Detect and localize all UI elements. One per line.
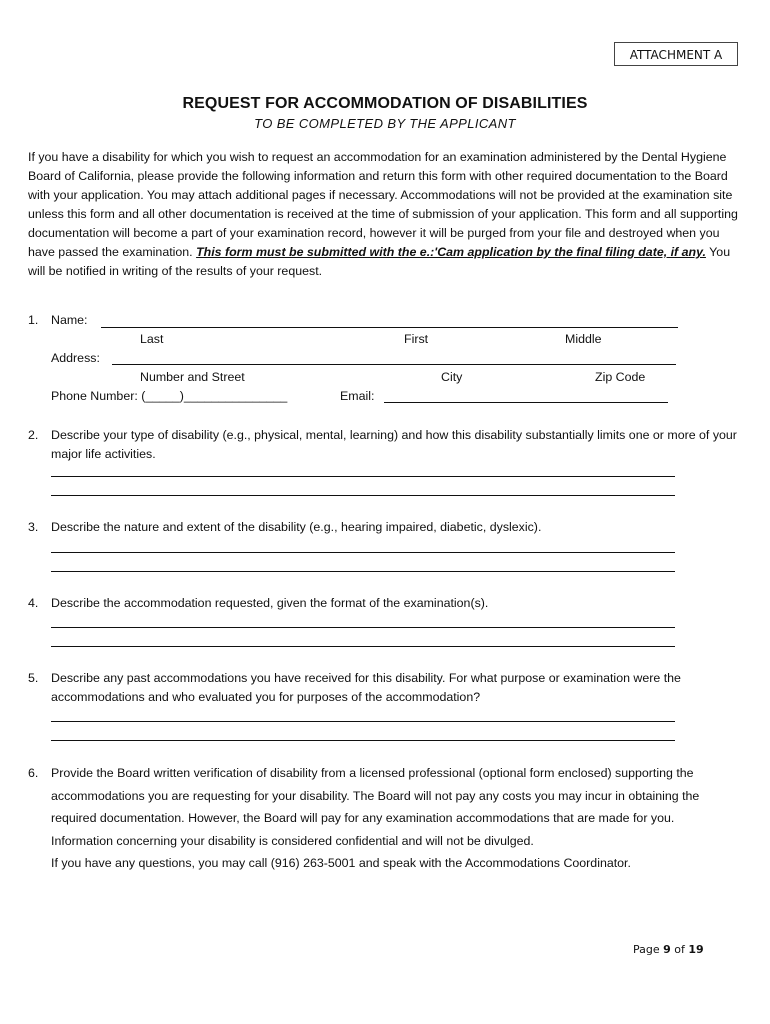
question-4: [28, 594, 740, 614]
question-text: Describe the accommodation requested, given the format of the examination(s).: [51, 596, 489, 610]
name-label: Name:: [51, 313, 88, 327]
verification-paragraph: [51, 762, 731, 875]
item-number-6: 6.: [28, 766, 39, 780]
intro-tail: You will be notified in writing of the results of your request.: [28, 245, 731, 278]
page-prefix: Page: [633, 943, 664, 956]
form-subtitle: TO BE COMPLETED BY THE APPLICANT: [254, 116, 516, 131]
contact-text: If you have any questions, you may call (916) 263-5001 and speak with the Accommodations Coordinator.: [51, 856, 631, 870]
question-number: 5.: [28, 671, 39, 685]
question-5: [28, 669, 740, 709]
answer-line[interactable]: [51, 721, 675, 722]
middle-name-label: Middle: [565, 332, 602, 346]
answer-line[interactable]: [51, 740, 675, 741]
question-3: [28, 518, 740, 538]
page-total: 19: [688, 943, 704, 956]
answer-line[interactable]: [51, 646, 675, 647]
answer-line[interactable]: [51, 571, 675, 572]
phone-number-field[interactable]: Phone Number: (_____)_______________: [51, 389, 288, 403]
answer-line[interactable]: [51, 627, 675, 628]
name-input-line[interactable]: [101, 327, 678, 328]
question-text: Describe the nature and extent of the disability (e.g., hearing impaired, diabetic, dyslexic).: [51, 520, 542, 534]
item-number-1: 1.: [28, 313, 39, 327]
answer-line[interactable]: [51, 495, 675, 496]
question-number: 2.: [28, 428, 39, 442]
page-current: 9: [663, 943, 671, 956]
street-label: Number and Street: [140, 370, 245, 384]
intro-paragraph: [28, 148, 740, 281]
zip-code-label: Zip Code: [595, 370, 646, 384]
intro-text: If you have a disability for which you wish to request an accommodation for an examination administered by the Dental Hygiene Board of California, please provide the following information and return this form with other required documentation to the Board with your application. You may attach additional pages if necessary. Accommodations will not be provided at the examination site unless this form and all other documentation is received at the time of submission of your application. This form and all supporting documentation will become a part of your examination record, however it will be purged from your file and destroyed when you have passed the examination.: [28, 150, 738, 259]
answer-line[interactable]: [51, 476, 675, 477]
intro-emphasis: This form must be submitted with the e.:'Cam application by the final filing date, if any.: [196, 245, 706, 259]
verification-text: Provide the Board written verification of disability from a licensed professional (optional form enclosed) supporting the accommodations you are requesting for your disability. The Board will not pay any costs you may incur in obtaining the required documentation. However, the Board will pay for any examination accommodations that are made for you. Information concerning your disability is considered confidential and will not be divulged.: [51, 766, 700, 848]
question-text: Describe your type of disability (e.g., physical, mental, learning) and how this disability substantially limits one or more of your major life activities.: [51, 428, 737, 461]
question-number: 4.: [28, 596, 39, 610]
question-2: [28, 426, 740, 466]
question-text: Describe any past accommodations you have received for this disability. For what purpose or examination were the accommodations and who evaluated you for purposes of the accommodation?: [51, 671, 681, 704]
address-input-line[interactable]: [112, 364, 676, 365]
question-number: 3.: [28, 520, 39, 534]
form-title: REQUEST FOR ACCOMMODATION OF DISABILITIES: [182, 95, 588, 112]
first-name-label: First: [404, 332, 429, 346]
address-label: Address:: [51, 351, 100, 365]
attachment-label: ATTACHMENT A: [614, 42, 738, 66]
email-label: Email:: [340, 389, 375, 403]
answer-line[interactable]: [51, 552, 675, 553]
page-of: of: [670, 943, 689, 956]
page-number: [633, 943, 704, 956]
city-label: City: [441, 370, 463, 384]
email-input-line[interactable]: [384, 402, 668, 403]
last-name-label: Last: [140, 332, 164, 346]
